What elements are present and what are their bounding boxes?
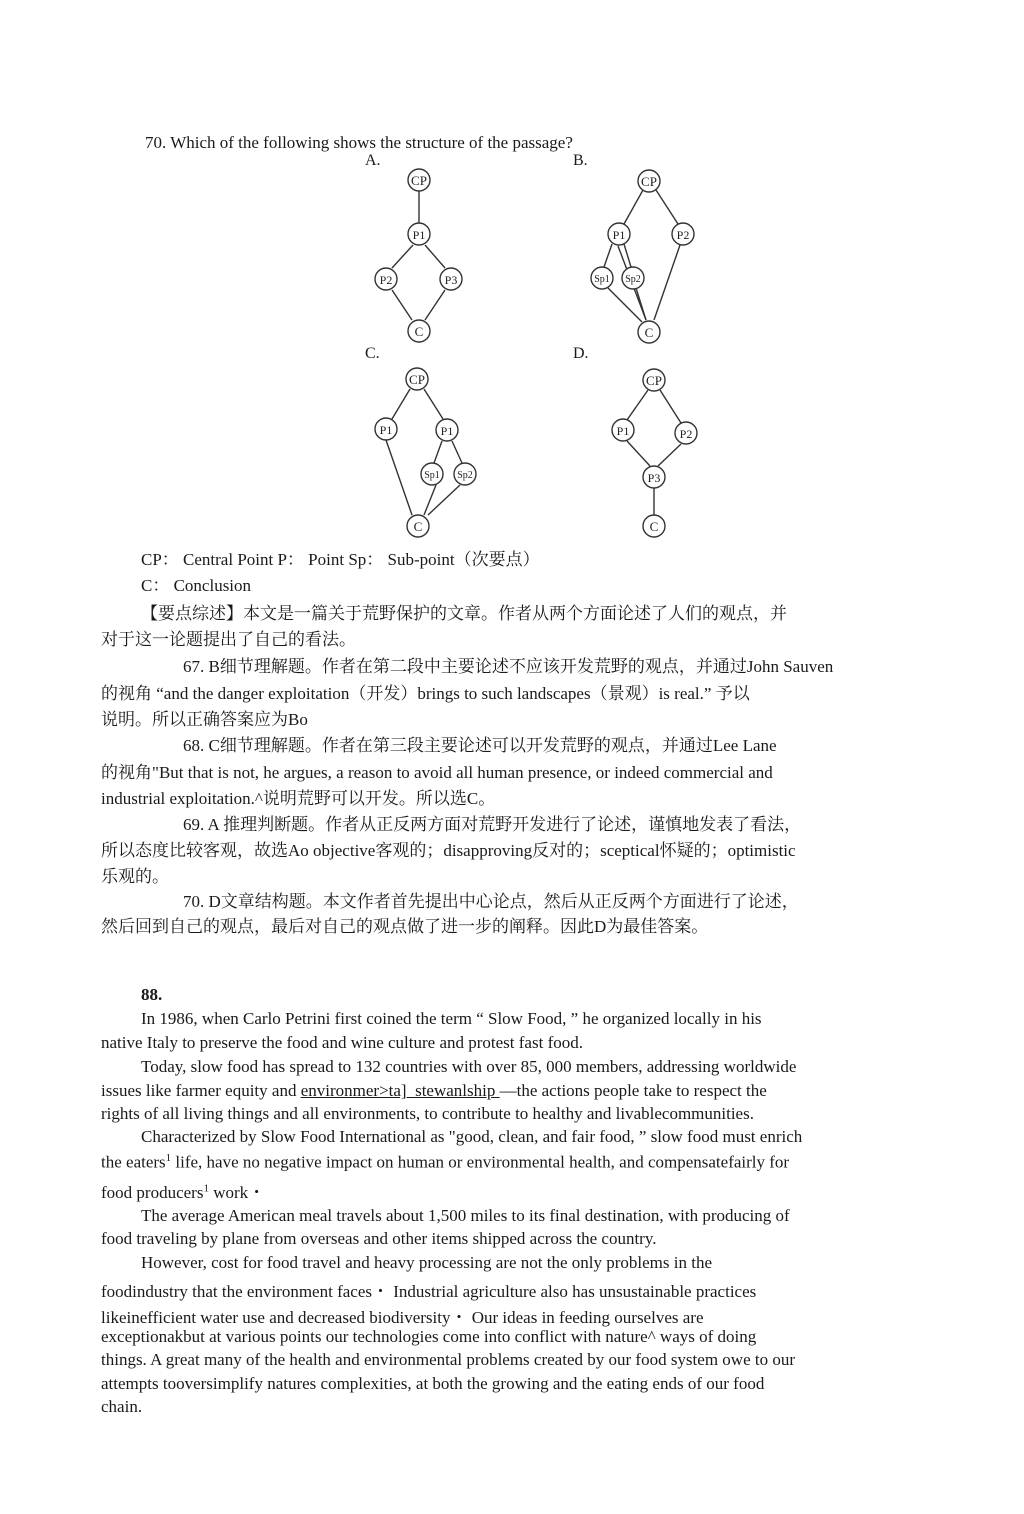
passage-line: the eaters$^1$ life, have no negative impact on human or environmental health, and compensatefairly for [101, 1152, 790, 1172]
passage-line: things. A great many of the health and environmental problems created by our food system owe to our [101, 1350, 795, 1369]
passage-line: Today, slow food has spread to 132 countries with over 85, 000 members, addressing worldwide [141, 1057, 797, 1076]
node-label: Sp1 [594, 274, 610, 285]
passage-line: likeinefficient water use and decreased biodiversity・ Our ideas in feeding ourselves are [101, 1308, 704, 1327]
answer-70-line-2: 然后回到自己的观点，最后对自己的观点做了进一步的阐释。因此D为最佳答案。 [101, 917, 709, 936]
node-label: C [649, 519, 659, 534]
option-c-label: C. [365, 345, 380, 362]
answer-70-line-1: 70. D文章结构题。本文作者首先提出中心论点，然后从正反两个方面进行了论述， [183, 892, 799, 911]
node-label: P1 [616, 424, 630, 438]
node-label: P1 [612, 228, 626, 242]
answer-67-line-2: 的视角 “and the danger exploitation（开发）brings to such landscapes（景观）is real.” 予以 [101, 684, 750, 703]
node-label: P1 [379, 423, 393, 437]
legend-line-1: CP： Central Point P： Point Sp： Sub-point（次要点） [141, 550, 540, 569]
summary-line-1: 【要点综述】本文是一篇关于荒野保护的文章。作者从两个方面论述了人们的观点，并 [141, 604, 787, 623]
option-a-label: A. [365, 152, 381, 169]
node-label: P1 [412, 228, 426, 242]
question-70-stem: 70. Which of the following shows the structure of the passage? [145, 133, 573, 152]
answer-67-line-1: 67. B细节理解题。作者在第二段中主要论述不应该开发荒野的观点，并通过John Sauven [183, 657, 834, 676]
node-label: P2 [676, 228, 690, 242]
node-label: C [413, 519, 423, 534]
passage-line: However, cost for food travel and heavy processing are not the only problems in the [141, 1253, 713, 1272]
node-label: CP [409, 372, 425, 387]
node-label: CP [411, 173, 427, 188]
passage-line: The average American meal travels about 1,500 miles to its final destination, with producing of [141, 1206, 790, 1225]
passage-number: 88. [141, 985, 163, 1004]
passage-line: food producers$^1$ work・ [101, 1182, 266, 1202]
node-label: P1 [440, 424, 454, 438]
answer-68-line-2: 的视角"But that is not, he argues, a reason to avoid all human presence, or indeed commercial and [101, 763, 773, 782]
answer-69-line-3: 乐观的。 [101, 867, 169, 886]
node-label: CP [641, 174, 657, 189]
option-b-label: B. [573, 152, 588, 169]
node-label: P2 [379, 273, 393, 287]
answer-69-line-2: 所以态度比较客观，故选Ao objective客观的；disapproving反对的；sceptical怀疑的；optimistic [101, 841, 796, 860]
answer-68-line-1: 68. C细节理解题。作者在第三段主要论述可以开发荒野的观点，并通过Lee Lane [183, 736, 777, 755]
passage-line: chain. [101, 1397, 143, 1416]
underlined-term: environmer>ta]_stewanlship [300, 1081, 500, 1100]
node-label: CP [646, 373, 662, 388]
node-label: P2 [679, 427, 693, 441]
passage-line: exceptionakbut at various points our technologies come into conflict with nature^ ways of doing [101, 1327, 757, 1346]
passage-line: Characterized by Slow Food International as "good, clean, and fair food, ” slow food must enrich [141, 1127, 803, 1146]
passage-line: attempts tooversimplify natures complexities, at both the growing and the eating ends of our food [101, 1374, 765, 1393]
legend-line-2: C： Conclusion [141, 576, 252, 595]
node-label: Sp1 [424, 470, 440, 481]
answer-69-line-1: 69. A 推理判断题。作者从正反两方面对荒野开发进行了论述，谨慎地发表了看法， [183, 815, 802, 834]
node-label: P3 [647, 471, 661, 485]
passage-line: In 1986, when Carlo Petrini first coined the term “ Slow Food, ” he organized locally in his [141, 1009, 762, 1028]
passage-line: native Italy to preserve the food and wine culture and protest fast food. [101, 1033, 583, 1052]
passage-line: rights of all living things and all environments, to contribute to healthy and livablecommunities. [101, 1104, 754, 1123]
answer-67-line-3: 说明。所以正确答案应为Bo [101, 710, 308, 729]
answer-68-line-3: industrial exploitation.^说明荒野可以开发。所以选C。 [101, 789, 496, 808]
node-label: C [644, 325, 654, 340]
node-label: Sp2 [625, 274, 641, 285]
summary-line-2: 对于这一论题提出了自己的看法。 [101, 630, 356, 649]
passage-line: foodindustry that the environment faces・ Industrial agriculture also has unsustainable practices [101, 1282, 757, 1301]
node-label: C [414, 324, 424, 339]
node-label: P3 [444, 273, 458, 287]
structure-diagrams [0, 0, 1024, 560]
node-label: Sp2 [457, 470, 473, 481]
passage-line: food traveling by plane from overseas and other items shipped across the country. [101, 1229, 657, 1248]
passage-line: issues like farmer equity and environmer>ta]_stewanlship —the actions people take to respect the [101, 1081, 767, 1100]
option-d-label: D. [573, 345, 589, 362]
